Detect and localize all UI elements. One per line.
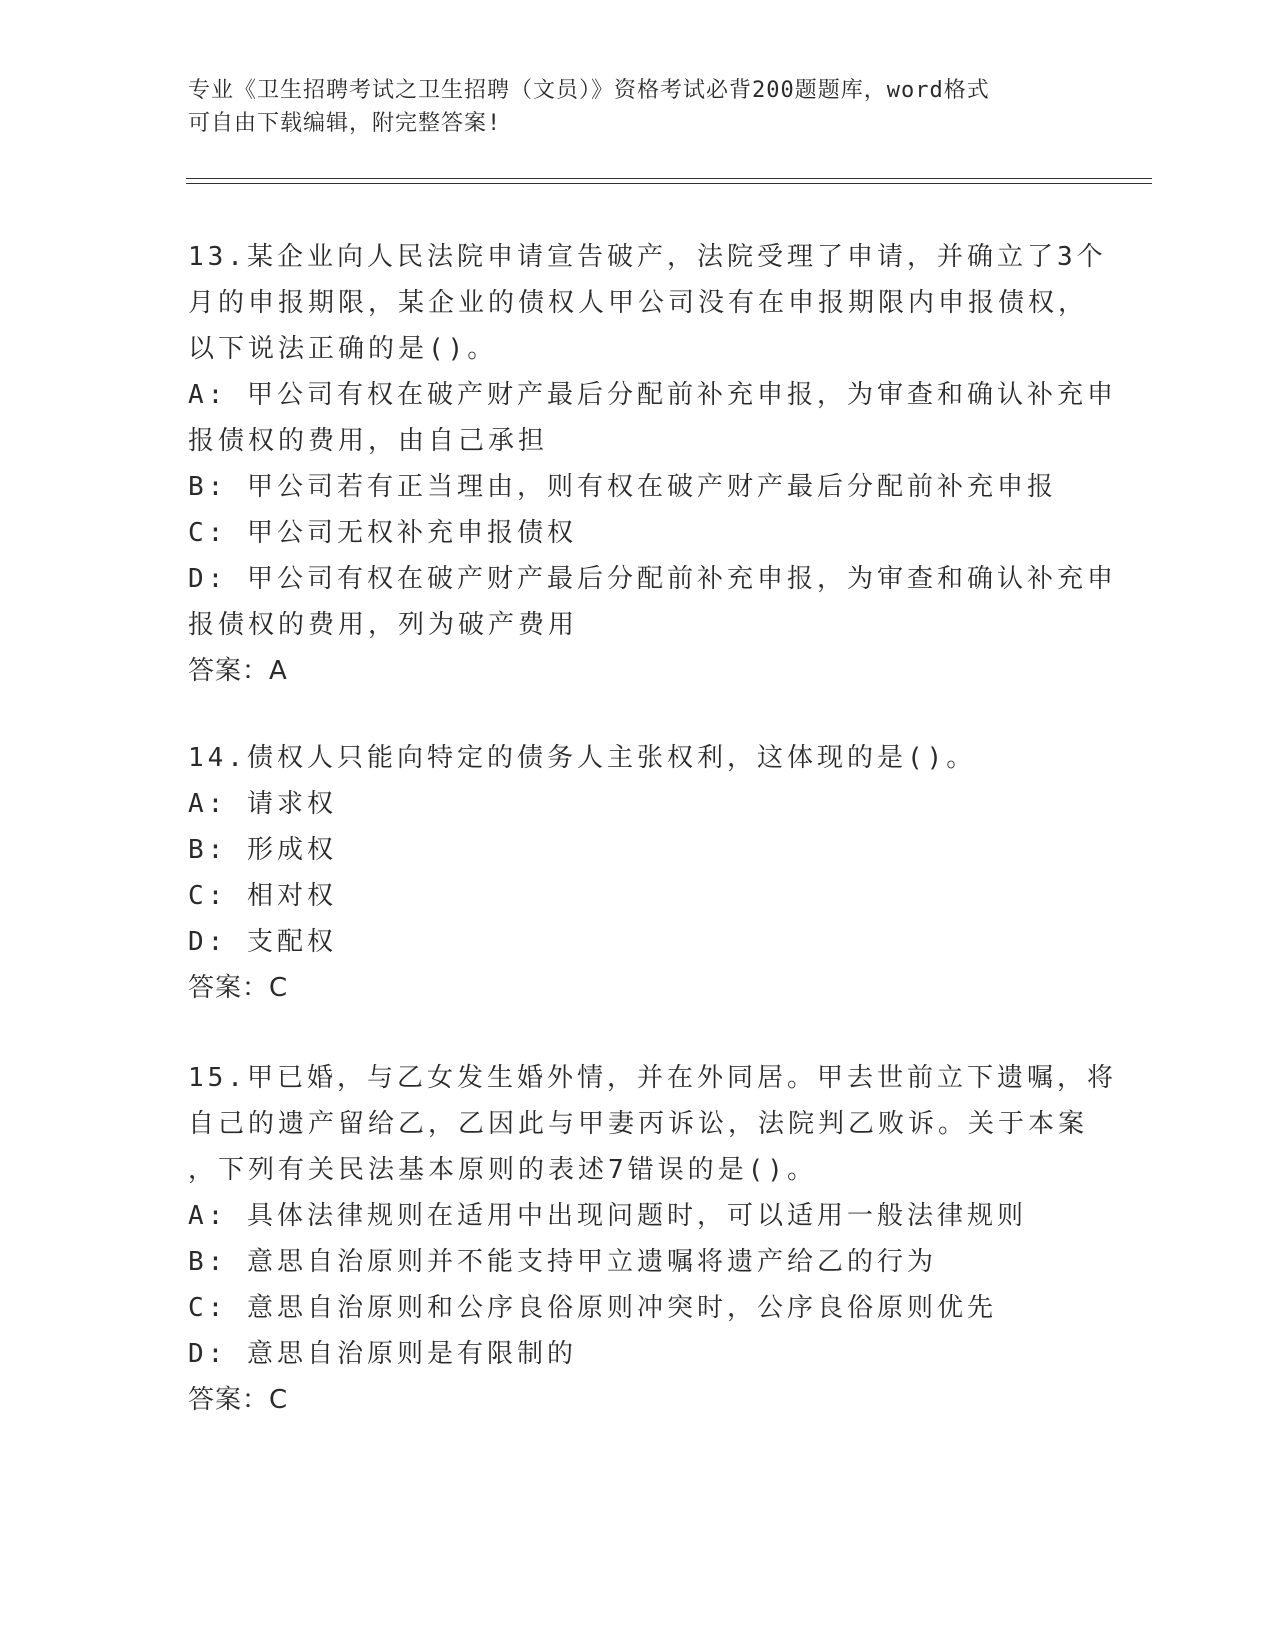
header-line-2: 可自由下载编辑，附完整答案! xyxy=(188,111,502,136)
header-line-1: 专业《卫生招聘考试之卫生招聘（文员）》资格考试必背200题题库，word格式 xyxy=(188,78,990,103)
question-stem-line: 15.甲已婚，与乙女发生婚外情，并在外同居。甲去世前立下遗嘱，将 xyxy=(188,1063,1117,1093)
option-d: D: 甲公司有权在破产财产最后分配前补充申报，为审查和确认补充申 xyxy=(188,564,1117,594)
option-c: C: 甲公司无权补充申报债权 xyxy=(188,518,577,548)
answer: 答案：A xyxy=(188,656,288,686)
option-d: D: 支配权 xyxy=(188,927,337,957)
question-stem-line: 以下说法正确的是()。 xyxy=(188,334,498,364)
option-a: A: 请求权 xyxy=(188,789,337,819)
header-divider-bottom xyxy=(186,183,1152,184)
question-stem-line: 月的申报期限，某企业的债权人甲公司没有在申报期限内申报债权， xyxy=(188,288,1089,318)
question-stem-line: ，下列有关民法基本原则的表述7错误的是()。 xyxy=(188,1155,817,1185)
option-b: B: 甲公司若有正当理由，则有权在破产财产最后分配前补充申报 xyxy=(188,472,1057,502)
question-stem-line: 13.某企业向人民法院申请宣告破产，法院受理了申请，并确立了3个 xyxy=(188,242,1107,272)
question-15 xyxy=(188,1055,1117,1423)
question-stem-line: 自己的遗产留给乙，乙因此与甲妻丙诉讼，法院判乙败诉。关于本案 xyxy=(188,1109,1089,1139)
question-14 xyxy=(188,735,1108,1011)
option-c: C: 相对权 xyxy=(188,881,337,911)
question-13 xyxy=(188,234,1117,694)
option-a: A: 甲公司有权在破产财产最后分配前补充申报，为审查和确认补充申 xyxy=(188,380,1117,410)
option-b: B: 形成权 xyxy=(188,835,337,865)
question-stem-line: 14.债权人只能向特定的债务人主张权利，这体现的是()。 xyxy=(188,743,977,773)
answer: 答案：C xyxy=(188,1385,289,1415)
option-a-continued: 报债权的费用，由自己承担 xyxy=(188,426,549,456)
option-c: C: 意思自治原则和公序良俗原则冲突时，公序良俗原则优先 xyxy=(188,1293,997,1323)
document-header xyxy=(188,74,1088,140)
option-d: D: 意思自治原则是有限制的 xyxy=(188,1339,577,1369)
answer: 答案：C xyxy=(188,973,289,1003)
option-a: A: 具体法律规则在适用中出现问题时，可以适用一般法律规则 xyxy=(188,1201,1027,1231)
option-b: B: 意思自治原则并不能支持甲立遗嘱将遗产给乙的行为 xyxy=(188,1247,937,1277)
option-d-continued: 报债权的费用，列为破产费用 xyxy=(188,610,579,640)
header-divider-top xyxy=(186,178,1152,179)
